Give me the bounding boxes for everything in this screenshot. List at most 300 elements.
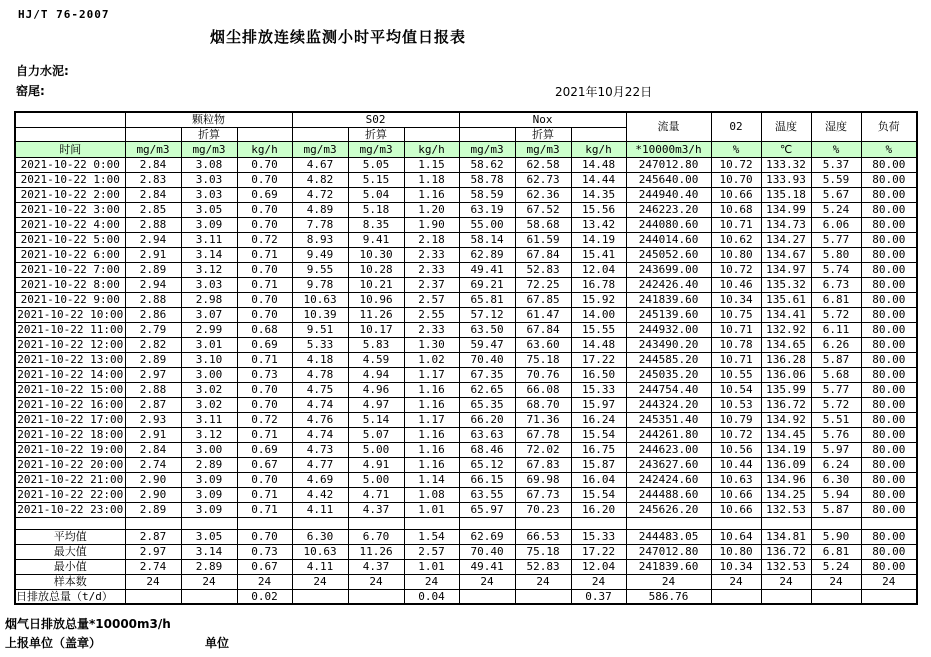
value-cell: 16.04 (571, 472, 626, 487)
value-cell: 6.24 (811, 457, 861, 472)
value-cell: 2.90 (125, 487, 181, 502)
value-cell (711, 589, 761, 604)
spacer-cell (811, 517, 861, 529)
value-cell: 62.58 (515, 157, 571, 172)
value-cell: 5.04 (348, 187, 404, 202)
table-row (15, 262, 917, 277)
value-cell: 246223.20 (626, 202, 711, 217)
value-cell: 4.94 (348, 367, 404, 382)
value-cell: 16.78 (571, 277, 626, 292)
value-cell: 80.00 (861, 277, 917, 292)
value-cell: 1.54 (404, 529, 459, 544)
value-cell: 2.87 (125, 397, 181, 412)
value-cell: 134.25 (761, 487, 811, 502)
company-label: 自力水泥: (16, 64, 69, 78)
time-cell: 2021-10-22 12:00 (15, 337, 125, 352)
value-cell: 132.53 (761, 502, 811, 517)
value-cell: 72.25 (515, 277, 571, 292)
value-cell: 245640.00 (626, 172, 711, 187)
spacer-cell (237, 517, 292, 529)
value-cell: 67.84 (515, 247, 571, 262)
value-cell: 1.18 (404, 172, 459, 187)
time-cell: 2021-10-22 3:00 (15, 202, 125, 217)
value-cell: 133.32 (761, 157, 811, 172)
standard-code: HJ/T 76-2007 (18, 8, 110, 21)
value-cell: 0.72 (237, 412, 292, 427)
table-row (15, 352, 917, 367)
value-cell: 67.35 (459, 367, 515, 382)
value-cell: 72.02 (515, 442, 571, 457)
time-cell: 2021-10-22 9:00 (15, 292, 125, 307)
value-cell: 10.21 (348, 277, 404, 292)
value-cell: 2.33 (404, 322, 459, 337)
value-cell: 2.90 (125, 472, 181, 487)
value-cell: 2.57 (404, 544, 459, 559)
value-cell: 4.69 (292, 472, 348, 487)
value-cell: 3.09 (181, 217, 237, 232)
value-cell: 15.41 (571, 247, 626, 262)
unit-cell: mg/m3 (459, 141, 515, 157)
header-flow: 流量 (626, 112, 711, 141)
value-cell: 5.80 (811, 247, 861, 262)
value-cell: 4.74 (292, 427, 348, 442)
value-cell: 62.65 (459, 382, 515, 397)
value-cell: 134.92 (761, 412, 811, 427)
value-cell: 63.55 (459, 487, 515, 502)
value-cell: 71.36 (515, 412, 571, 427)
value-cell: 0.70 (237, 157, 292, 172)
value-cell: 133.93 (761, 172, 811, 187)
value-cell: 24 (459, 574, 515, 589)
value-cell: 243627.60 (626, 457, 711, 472)
report-unit-label: 上报单位（盖章） (5, 636, 102, 650)
unit-cell: mg/m3 (125, 141, 181, 157)
value-cell: 0.70 (237, 307, 292, 322)
value-cell: 10.53 (711, 397, 761, 412)
value-cell: 14.19 (571, 232, 626, 247)
table-row (15, 307, 917, 322)
value-cell: 80.00 (861, 262, 917, 277)
value-cell: 24 (626, 574, 711, 589)
value-cell: 63.63 (459, 427, 515, 442)
value-cell: 3.03 (181, 172, 237, 187)
value-cell: 75.18 (515, 352, 571, 367)
value-cell: 80.00 (861, 382, 917, 397)
value-cell: 2.57 (404, 292, 459, 307)
value-cell: 245351.40 (626, 412, 711, 427)
spacer-cell (404, 517, 459, 529)
value-cell: 80.00 (861, 322, 917, 337)
value-cell (459, 589, 515, 604)
value-cell: 24 (404, 574, 459, 589)
value-cell: 10.96 (348, 292, 404, 307)
value-cell: 17.22 (571, 544, 626, 559)
time-cell: 2021-10-22 8:00 (15, 277, 125, 292)
value-cell: 10.30 (348, 247, 404, 262)
value-cell: 10.39 (292, 307, 348, 322)
table-row (15, 472, 917, 487)
value-cell: 24 (571, 574, 626, 589)
value-cell: 0.69 (237, 187, 292, 202)
spacer-row (15, 517, 917, 529)
value-cell: 2.84 (125, 157, 181, 172)
value-cell: 3.00 (181, 442, 237, 457)
value-cell: 4.78 (292, 367, 348, 382)
summary-row (15, 529, 917, 544)
value-cell: 2.83 (125, 172, 181, 187)
time-cell: 2021-10-22 19:00 (15, 442, 125, 457)
value-cell: 10.66 (711, 187, 761, 202)
value-cell: 70.40 (459, 352, 515, 367)
value-cell: 5.77 (811, 382, 861, 397)
value-cell: 3.09 (181, 487, 237, 502)
summary-row (15, 574, 917, 589)
time-cell: 2021-10-22 1:00 (15, 172, 125, 187)
value-cell: 80.00 (861, 457, 917, 472)
value-cell: 0.67 (237, 457, 292, 472)
spacer-cell (711, 517, 761, 529)
value-cell: 5.72 (811, 397, 861, 412)
value-cell: 68.70 (515, 397, 571, 412)
table-row (15, 217, 917, 232)
time-cell: 2021-10-22 17:00 (15, 412, 125, 427)
subheader-converted: 折算 (348, 127, 404, 141)
unit-cell: *10000m3/h (626, 141, 711, 157)
value-cell: 10.64 (711, 529, 761, 544)
subheader-converted: 折算 (515, 127, 571, 141)
value-cell: 1.16 (404, 457, 459, 472)
table-row (15, 292, 917, 307)
value-cell: 58.68 (515, 217, 571, 232)
value-cell: 80.00 (861, 172, 917, 187)
header-o2: 02 (711, 112, 761, 141)
time-cell: 2021-10-22 11:00 (15, 322, 125, 337)
value-cell: 10.34 (711, 292, 761, 307)
table-row (15, 502, 917, 517)
value-cell: 134.97 (761, 262, 811, 277)
value-cell: 4.37 (348, 502, 404, 517)
value-cell: 244585.20 (626, 352, 711, 367)
value-cell: 2.97 (125, 544, 181, 559)
value-cell: 3.12 (181, 262, 237, 277)
location-label: 窑尾: (16, 84, 45, 98)
value-cell: 3.05 (181, 529, 237, 544)
summary-row (15, 589, 917, 604)
value-cell: 52.83 (515, 262, 571, 277)
table-row (15, 457, 917, 472)
value-cell: 2.82 (125, 337, 181, 352)
value-cell: 134.19 (761, 442, 811, 457)
table-row (15, 367, 917, 382)
value-cell: 244932.00 (626, 322, 711, 337)
value-cell: 1.16 (404, 382, 459, 397)
value-cell: 241839.60 (626, 292, 711, 307)
value-cell: 1.08 (404, 487, 459, 502)
time-cell: 2021-10-22 15:00 (15, 382, 125, 397)
spacer-cell (626, 517, 711, 529)
summary-row (15, 559, 917, 574)
value-cell: 1.90 (404, 217, 459, 232)
value-cell: 5.07 (348, 427, 404, 442)
value-cell: 14.00 (571, 307, 626, 322)
value-cell: 134.45 (761, 427, 811, 442)
value-cell: 135.18 (761, 187, 811, 202)
value-cell: 5.83 (348, 337, 404, 352)
value-cell: 136.72 (761, 544, 811, 559)
value-cell: 1.16 (404, 187, 459, 202)
value-cell: 9.78 (292, 277, 348, 292)
value-cell: 3.11 (181, 232, 237, 247)
value-cell: 9.49 (292, 247, 348, 262)
value-cell (348, 589, 404, 604)
value-cell: 10.56 (711, 442, 761, 457)
flue-gas-total-note: 烟气日排放总量*10000m3/h (5, 617, 171, 631)
value-cell (515, 589, 571, 604)
group-nox: Nox (459, 112, 626, 127)
value-cell: 15.54 (571, 427, 626, 442)
value-cell: 10.17 (348, 322, 404, 337)
value-cell: 80.00 (861, 292, 917, 307)
value-cell: 3.14 (181, 544, 237, 559)
value-cell: 3.03 (181, 277, 237, 292)
value-cell: 244623.00 (626, 442, 711, 457)
value-cell: 4.82 (292, 172, 348, 187)
value-cell: 242426.40 (626, 277, 711, 292)
value-cell: 8.93 (292, 232, 348, 247)
value-cell: 15.56 (571, 202, 626, 217)
value-cell: 80.00 (861, 487, 917, 502)
value-cell (125, 589, 181, 604)
value-cell: 0.73 (237, 367, 292, 382)
value-cell: 65.35 (459, 397, 515, 412)
value-cell: 62.36 (515, 187, 571, 202)
value-cell: 80.00 (861, 397, 917, 412)
value-cell: 2.84 (125, 442, 181, 457)
value-cell: 4.42 (292, 487, 348, 502)
report-date: 2021年10月22日 (555, 85, 653, 99)
value-cell: 2.94 (125, 277, 181, 292)
value-cell: 16.75 (571, 442, 626, 457)
unit-cell: mg/m3 (292, 141, 348, 157)
table-row (15, 337, 917, 352)
unit-label: 单位 (205, 636, 230, 650)
value-cell: 2.99 (181, 322, 237, 337)
value-cell: 6.81 (811, 292, 861, 307)
value-cell: 4.11 (292, 502, 348, 517)
value-cell: 10.68 (711, 202, 761, 217)
summary-row (15, 544, 917, 559)
summary-label-cell: 最小值 (15, 559, 125, 574)
value-cell: 8.35 (348, 217, 404, 232)
value-cell: 58.62 (459, 157, 515, 172)
value-cell: 5.90 (811, 529, 861, 544)
table-row (15, 157, 917, 172)
value-cell: 24 (181, 574, 237, 589)
value-cell: 0.67 (237, 559, 292, 574)
time-cell: 2021-10-22 23:00 (15, 502, 125, 517)
value-cell: 67.85 (515, 292, 571, 307)
value-cell: 2.88 (125, 217, 181, 232)
value-cell: 80.00 (861, 232, 917, 247)
value-cell: 0.68 (237, 322, 292, 337)
value-cell: 10.71 (711, 322, 761, 337)
value-cell: 4.72 (292, 187, 348, 202)
value-cell: 244014.60 (626, 232, 711, 247)
value-cell: 80.00 (861, 187, 917, 202)
value-cell: 0.71 (237, 487, 292, 502)
value-cell: 80.00 (861, 442, 917, 457)
table-row (15, 382, 917, 397)
group-header-row (15, 112, 917, 127)
value-cell: 67.52 (515, 202, 571, 217)
value-cell: 6.30 (292, 529, 348, 544)
table-row (15, 277, 917, 292)
time-header: 时间 (15, 141, 125, 157)
value-cell: 0.70 (237, 382, 292, 397)
value-cell: 4.96 (348, 382, 404, 397)
value-cell: 3.11 (181, 412, 237, 427)
value-cell: 10.66 (711, 487, 761, 502)
value-cell: 80.00 (861, 307, 917, 322)
empty-cell (15, 127, 125, 141)
value-cell: 58.78 (459, 172, 515, 187)
value-cell: 10.71 (711, 352, 761, 367)
spacer-cell (459, 517, 515, 529)
value-cell: 5.74 (811, 262, 861, 277)
value-cell: 134.99 (761, 202, 811, 217)
value-cell: 135.32 (761, 277, 811, 292)
value-cell (811, 589, 861, 604)
value-cell: 2.74 (125, 559, 181, 574)
value-cell: 9.41 (348, 232, 404, 247)
value-cell: 3.12 (181, 427, 237, 442)
value-cell: 69.21 (459, 277, 515, 292)
value-cell: 2.89 (181, 457, 237, 472)
value-cell: 10.62 (711, 232, 761, 247)
empty-cell (125, 127, 181, 141)
spacer-cell (15, 517, 125, 529)
value-cell: 5.67 (811, 187, 861, 202)
subheader-converted: 折算 (181, 127, 237, 141)
unit-cell: kg/h (404, 141, 459, 157)
value-cell: 70.76 (515, 367, 571, 382)
value-cell: 6.26 (811, 337, 861, 352)
value-cell: 2.91 (125, 427, 181, 442)
value-cell: 10.72 (711, 157, 761, 172)
value-cell: 15.54 (571, 487, 626, 502)
value-cell: 4.11 (292, 559, 348, 574)
value-cell: 80.00 (861, 352, 917, 367)
value-cell (181, 589, 237, 604)
value-cell: 2.91 (125, 247, 181, 262)
empty-cell (237, 127, 292, 141)
value-cell: 66.20 (459, 412, 515, 427)
value-cell: 15.55 (571, 322, 626, 337)
value-cell: 0.71 (237, 247, 292, 262)
value-cell: 0.71 (237, 427, 292, 442)
value-cell: 136.72 (761, 397, 811, 412)
value-cell: 57.12 (459, 307, 515, 322)
value-cell: 11.26 (348, 544, 404, 559)
value-cell: 3.07 (181, 307, 237, 322)
value-cell (761, 589, 811, 604)
spacer-cell (348, 517, 404, 529)
unit-cell: % (811, 141, 861, 157)
value-cell: 134.96 (761, 472, 811, 487)
time-cell: 2021-10-22 0:00 (15, 157, 125, 172)
value-cell: 5.87 (811, 502, 861, 517)
value-cell: 1.17 (404, 412, 459, 427)
empty-cell (571, 127, 626, 141)
value-cell: 15.87 (571, 457, 626, 472)
value-cell: 12.04 (571, 559, 626, 574)
value-cell: 245139.60 (626, 307, 711, 322)
unit-cell: mg/m3 (181, 141, 237, 157)
value-cell: 4.89 (292, 202, 348, 217)
time-cell: 2021-10-22 5:00 (15, 232, 125, 247)
value-cell: 80.00 (861, 412, 917, 427)
value-cell: 134.41 (761, 307, 811, 322)
value-cell: 1.14 (404, 472, 459, 487)
value-cell: 244940.40 (626, 187, 711, 202)
value-cell: 0.70 (237, 529, 292, 544)
value-cell: 6.11 (811, 322, 861, 337)
value-cell: 1.15 (404, 157, 459, 172)
value-cell: 24 (711, 574, 761, 589)
empty-cell (404, 127, 459, 141)
value-cell: 4.37 (348, 559, 404, 574)
value-cell: 0.69 (237, 442, 292, 457)
value-cell: 66.08 (515, 382, 571, 397)
value-cell: 5.24 (811, 202, 861, 217)
group-particulate: 颗粒物 (125, 112, 292, 127)
value-cell: 80.00 (861, 427, 917, 442)
value-cell: 244488.60 (626, 487, 711, 502)
value-cell: 6.73 (811, 277, 861, 292)
value-cell: 10.55 (711, 367, 761, 382)
value-cell: 5.37 (811, 157, 861, 172)
value-cell: 63.19 (459, 202, 515, 217)
value-cell: 134.67 (761, 247, 811, 262)
value-cell: 0.70 (237, 202, 292, 217)
value-cell: 61.47 (515, 307, 571, 322)
value-cell: 10.78 (711, 337, 761, 352)
value-cell: 17.22 (571, 352, 626, 367)
value-cell: 242424.60 (626, 472, 711, 487)
value-cell: 0.70 (237, 217, 292, 232)
time-cell: 2021-10-22 21:00 (15, 472, 125, 487)
value-cell: 67.78 (515, 427, 571, 442)
time-cell: 2021-10-22 22:00 (15, 487, 125, 502)
value-cell: 245035.20 (626, 367, 711, 382)
value-cell: 13.42 (571, 217, 626, 232)
time-cell: 2021-10-22 2:00 (15, 187, 125, 202)
header-humidity: 湿度 (811, 112, 861, 141)
value-cell: 10.28 (348, 262, 404, 277)
value-cell: 24 (811, 574, 861, 589)
value-cell: 58.59 (459, 187, 515, 202)
value-cell: 10.72 (711, 427, 761, 442)
value-cell: 10.66 (711, 502, 761, 517)
value-cell: 0.73 (237, 544, 292, 559)
value-cell: 3.01 (181, 337, 237, 352)
value-cell: 12.04 (571, 262, 626, 277)
value-cell: 10.70 (711, 172, 761, 187)
value-cell: 16.24 (571, 412, 626, 427)
value-cell: 10.79 (711, 412, 761, 427)
value-cell: 3.05 (181, 202, 237, 217)
table-row (15, 247, 917, 262)
